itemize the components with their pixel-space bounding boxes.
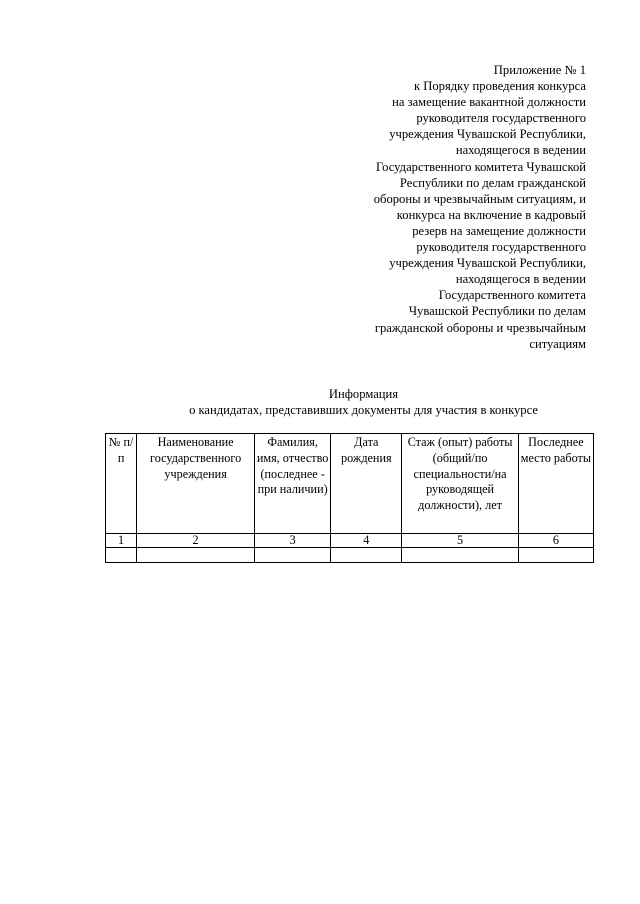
appendix-line: Республики по делам гражданской bbox=[399, 175, 586, 190]
column-number-cell: 6 bbox=[518, 534, 593, 548]
appendix-line: учреждения Чувашской Республики, bbox=[389, 127, 586, 142]
empty-cell bbox=[137, 548, 255, 563]
column-number-cell: 1 bbox=[106, 534, 137, 548]
empty-cell bbox=[331, 548, 402, 563]
empty-cell bbox=[402, 548, 518, 563]
appendix-line: учреждения Чувашской Республики, bbox=[389, 256, 586, 271]
appendix-line: на замещение вакантной должности bbox=[392, 95, 586, 110]
header-cell-last-workplace: Последнее место работы bbox=[518, 434, 593, 534]
appendix-line: Приложение № 1 bbox=[493, 63, 586, 77]
appendix-line: к Порядку проведения конкурса bbox=[414, 79, 586, 94]
header-cell-institution: Наименование государственного учреждения bbox=[137, 434, 255, 534]
appendix-line: резерв на замещение должности bbox=[412, 223, 586, 238]
info-subtitle: о кандидатах, представивших документы для участия в конкурсе bbox=[189, 403, 538, 417]
header-cell-full-name: Фамилия, имя, отчество (последнее - при наличии) bbox=[255, 434, 331, 534]
appendix-line: руководителя государственного bbox=[416, 240, 586, 255]
empty-cell bbox=[106, 548, 137, 563]
column-number-cell: 2 bbox=[137, 534, 255, 548]
header-cell-number: № п/п bbox=[106, 434, 137, 534]
appendix-line: ситуациям bbox=[529, 336, 586, 351]
candidates-table bbox=[105, 433, 594, 563]
column-number-cell: 4 bbox=[331, 534, 402, 548]
appendix-line: находящегося в ведении bbox=[455, 143, 586, 158]
appendix-line: Государственного комитета Чувашской bbox=[375, 159, 586, 174]
empty-cell bbox=[518, 548, 593, 563]
appendix-line: конкурса на включение в кадровый bbox=[396, 207, 586, 222]
appendix-line: Государственного комитета bbox=[438, 288, 586, 303]
column-number-cell: 3 bbox=[255, 534, 331, 548]
appendix-block bbox=[326, 62, 586, 352]
header-cell-experience: Стаж (опыт) работы (общий/по специальности/на руководящей должности), лет bbox=[402, 434, 518, 534]
empty-cell bbox=[255, 548, 331, 563]
appendix-line: находящегося в ведении bbox=[455, 272, 586, 287]
appendix-line: Чувашской Республики по делам bbox=[408, 304, 586, 319]
appendix-line: гражданской обороны и чрезвычайным bbox=[374, 320, 586, 335]
table-header-row bbox=[106, 434, 594, 534]
column-number-row bbox=[106, 534, 594, 548]
appendix-line: руководителя государственного bbox=[416, 111, 586, 126]
appendix-line: обороны и чрезвычайным ситуациям, и bbox=[373, 191, 586, 206]
column-number-cell: 5 bbox=[402, 534, 518, 548]
empty-data-row bbox=[106, 548, 594, 563]
info-title: Информация bbox=[328, 387, 399, 401]
header-cell-birth-date: Дата рождения bbox=[331, 434, 402, 534]
